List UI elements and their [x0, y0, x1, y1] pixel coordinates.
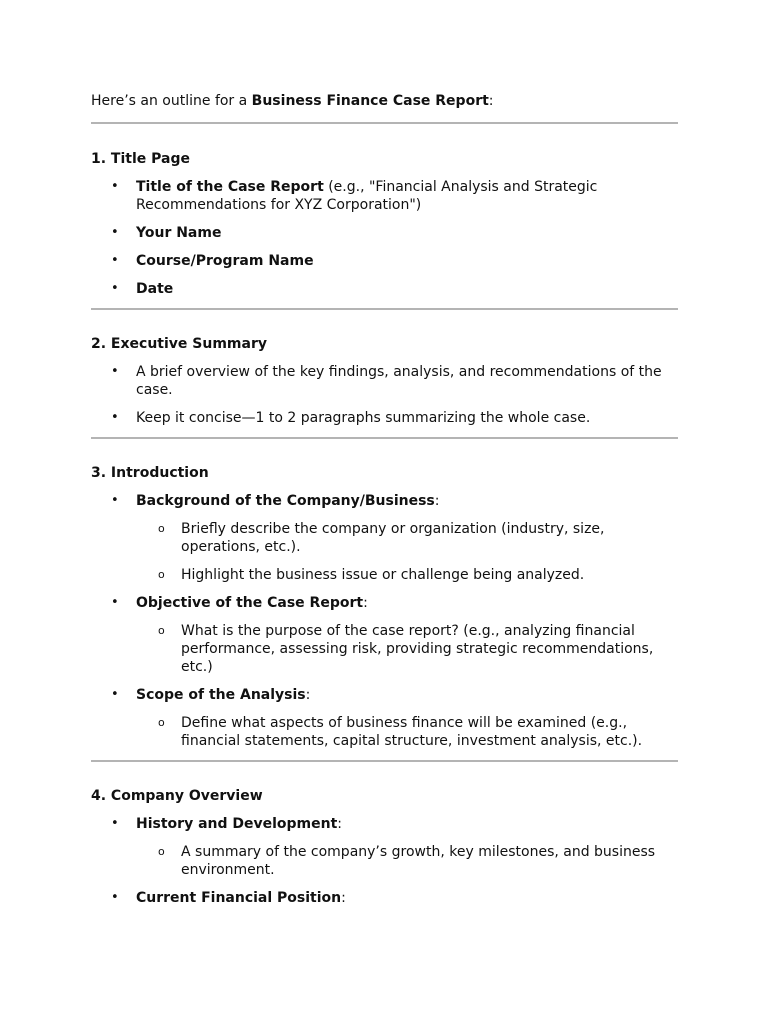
item-bold: History and Development: [136, 816, 338, 832]
list-item: [91, 594, 678, 676]
bullet-icon: •: [111, 281, 119, 296]
sub-list: [136, 714, 678, 750]
item-bold: Date: [136, 281, 174, 297]
divider: [91, 760, 678, 762]
sub-bullet-icon: o: [158, 624, 165, 637]
sub-item-text: Briefly describe the company or organization (industry, size, operations, etc.).: [181, 521, 605, 555]
sub-item-text: What is the purpose of the case report? (e.g., analyzing financial performance, assessing risk, providing strategic recommendations, etc.): [181, 623, 654, 675]
list-item: [91, 252, 678, 270]
intro-suffix: :: [488, 93, 494, 109]
list-item: [91, 280, 678, 298]
section-list: [91, 363, 678, 427]
sub-item-text: A summary of the company’s growth, key milestones, and business environment.: [181, 844, 656, 878]
divider: [91, 308, 678, 310]
sub-list-item: [136, 714, 678, 750]
sub-item-text: Highlight the business issue or challenge being analyzed.: [181, 567, 585, 583]
sub-list: [136, 843, 678, 879]
section-list: [91, 492, 678, 750]
sub-list-item: [136, 566, 678, 584]
item-bold: Title of the Case Report: [136, 179, 324, 195]
section-list: [91, 815, 678, 907]
list-item: [91, 815, 678, 879]
item-text: A brief overview of the key findings, analysis, and recommendations of the case.: [136, 364, 662, 398]
item-text: :: [363, 595, 368, 611]
list-item: [91, 409, 678, 427]
list-item: [91, 492, 678, 584]
list-item: [91, 889, 678, 907]
list-item: [91, 363, 678, 399]
list-item: [91, 224, 678, 242]
item-bold: Course/Program Name: [136, 253, 314, 269]
section-list: [91, 178, 678, 298]
sub-list-item: [136, 622, 678, 676]
section-title: 2. Executive Summary: [91, 336, 267, 352]
bullet-icon: •: [111, 595, 119, 610]
sub-bullet-icon: o: [158, 845, 165, 858]
intro-bold-title: Business Finance Case Report: [251, 93, 489, 109]
item-text: :: [434, 493, 440, 509]
sub-list-item: [136, 520, 678, 556]
intro-prefix: Here’s an outline for a: [91, 93, 252, 109]
item-text: Keep it concise—1 to 2 paragraphs summarizing the whole case.: [136, 410, 591, 426]
sub-list: [136, 520, 678, 584]
list-item: [91, 178, 678, 214]
document-page: [91, 92, 678, 907]
bullet-icon: •: [111, 225, 119, 240]
sub-item-text: Define what aspects of business finance will be examined (e.g., financial statements, capital structure, investment analysis, etc.).: [181, 715, 643, 749]
bullet-icon: •: [111, 364, 119, 379]
bullet-icon: •: [111, 253, 119, 268]
item-bold: Background of the Company/Business: [136, 493, 435, 509]
bullet-icon: •: [111, 493, 119, 508]
bullet-icon: •: [111, 179, 119, 194]
bullet-icon: •: [111, 410, 119, 425]
section-title: 4. Company Overview: [91, 788, 263, 804]
divider: [91, 122, 678, 124]
item-text: :: [305, 687, 311, 703]
list-item: [91, 686, 678, 750]
section-title: 3. Introduction: [91, 465, 209, 481]
section-title: 1. Title Page: [91, 151, 190, 167]
item-bold: Current Financial Position: [136, 890, 342, 906]
item-text: :: [341, 890, 346, 906]
sub-bullet-icon: o: [158, 568, 165, 581]
intro-line: [91, 92, 678, 110]
item-text: :: [337, 816, 343, 832]
sub-bullet-icon: o: [158, 716, 165, 729]
item-bold: Scope of the Analysis: [136, 687, 306, 703]
bullet-icon: •: [111, 890, 119, 905]
divider: [91, 437, 678, 439]
sub-bullet-icon: o: [158, 522, 165, 535]
sub-list: [136, 622, 678, 676]
item-bold: Your Name: [136, 225, 222, 241]
sub-list-item: [136, 843, 678, 879]
item-bold: Objective of the Case Report: [136, 595, 364, 611]
bullet-icon: •: [111, 816, 119, 831]
item-text: (e.g., "Financial Analysis and Strategic Recommendations for XYZ Corporation"): [136, 179, 598, 213]
bullet-icon: •: [111, 687, 119, 702]
